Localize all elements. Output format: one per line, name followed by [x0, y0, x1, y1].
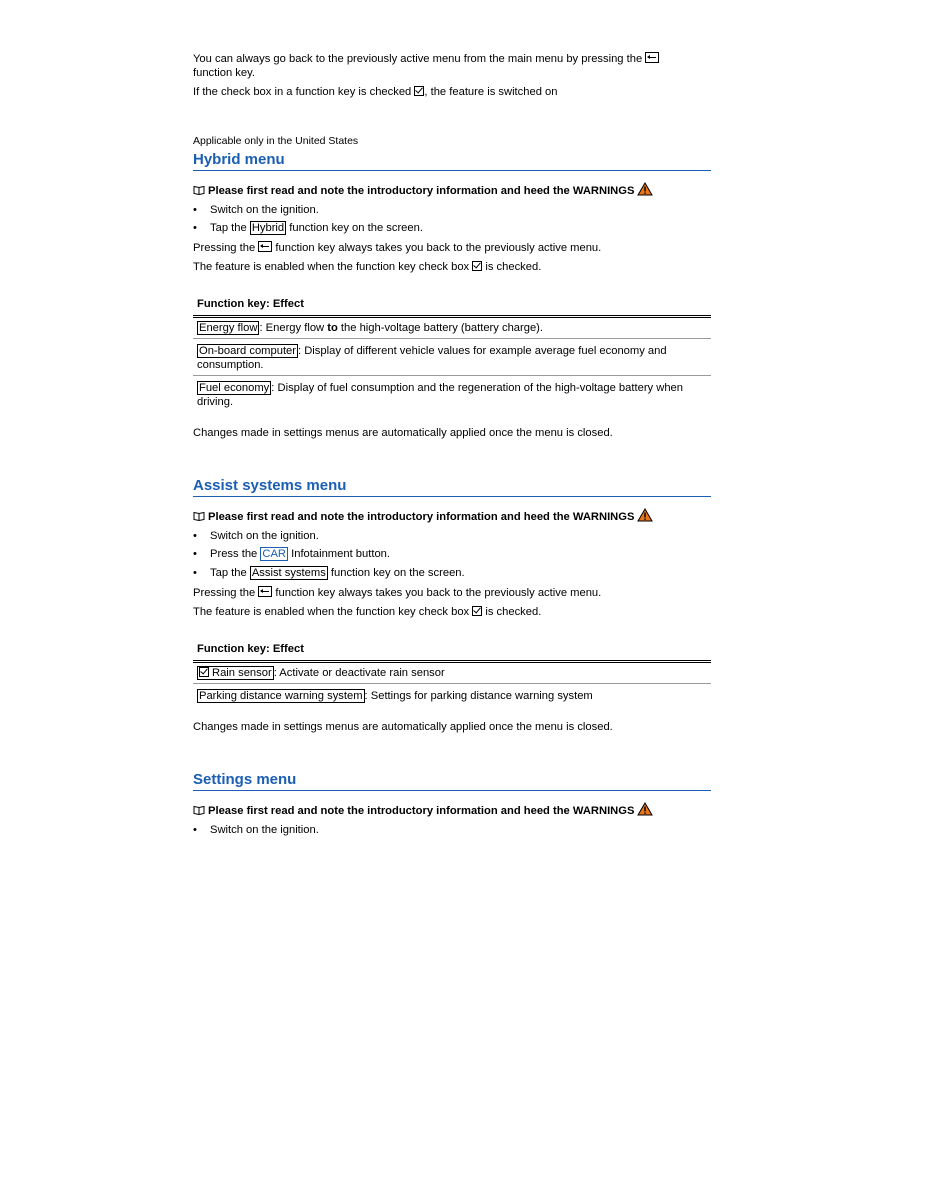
assist-back-cont: function key always takes you back to the previously active menu. [275, 587, 602, 599]
assist-step-3-cont: function key on the screen. [330, 567, 465, 579]
assist-changes-note: Changes made in settings menus are automatically applied once the menu is closed. [193, 721, 613, 733]
onboard-computer-desc: : Display of different vehicle values for example average fuel economy and consumption. [197, 345, 667, 371]
table-row [193, 317, 711, 339]
assist-back-text: Pressing the [193, 587, 256, 599]
rain-sensor-key[interactable] [197, 666, 274, 680]
intro-line-2-text: If the check box in a function key is checked [193, 86, 412, 98]
assist-warning-text: Please first read and note the introductory information and heed the WARNINGS [208, 511, 635, 523]
hybrid-section [193, 151, 711, 440]
assist-function-table [193, 639, 711, 706]
settings-section [193, 771, 711, 837]
onboard-computer-key[interactable]: On-board computer [199, 345, 297, 357]
parking-distance-desc: : Settings for parking distance warning system [364, 690, 593, 702]
rain-sensor-label: Rain sensor [212, 667, 272, 679]
energy-flow-desc: : Energy flow [259, 322, 328, 334]
book-icon [193, 805, 205, 815]
applicable-note: Applicable only in the United States [193, 135, 359, 147]
intro-line-2-cont: , the feature is switched on [424, 86, 558, 98]
hybrid-changes-note: Changes made in settings menus are automatically applied once the menu is closed. [193, 427, 613, 439]
book-icon [193, 511, 205, 521]
warning-triangle-icon [637, 182, 653, 196]
assist-step-1: • Switch on the ignition. [193, 529, 711, 543]
back-arrow-icon [645, 52, 659, 63]
settings-warning-line [193, 802, 711, 818]
hybrid-function-key[interactable]: Hybrid [251, 222, 285, 234]
assist-systems-key[interactable]: Assist systems [251, 567, 326, 579]
hybrid-step-2 [193, 221, 711, 235]
rain-sensor-desc: : Activate or deactivate rain sensor [273, 667, 445, 679]
hybrid-step-2-cont: function key on the screen. [289, 222, 423, 234]
hybrid-title: Hybrid menu [193, 151, 711, 171]
energy-flow-key[interactable]: Energy flow [199, 322, 258, 334]
hybrid-enabled-cont: is checked. [485, 261, 542, 273]
checkbox-checked-icon [472, 606, 482, 616]
table-row [193, 376, 711, 413]
warning-triangle-icon [637, 802, 653, 816]
intro-line-1-text: You can always go back to the previously active menu from the main menu by pressing the [193, 53, 643, 65]
table-row [193, 339, 711, 376]
parking-distance-key[interactable]: Parking distance warning system [199, 690, 363, 702]
intro-line-1 [193, 52, 711, 80]
fuel-economy-desc: : Display of fuel consumption and the regeneration of the high-voltage battery when driving. [197, 382, 683, 408]
hybrid-back-text: Pressing the [193, 242, 256, 254]
settings-title: Settings menu [193, 771, 711, 791]
assist-title: Assist systems menu [193, 477, 711, 497]
settings-step-1: • Switch on the ignition. [193, 823, 711, 837]
assist-enabled-line [193, 605, 711, 619]
settings-warning-text: Please first read and note the introductory information and heed the WARNINGS [208, 805, 635, 817]
assist-enabled-text: The feature is enabled when the function key check box [193, 606, 470, 618]
intro-line-1-cont: function key. [193, 67, 255, 79]
hybrid-table-header: Function key: Effect [193, 294, 711, 317]
assist-warning-line [193, 508, 711, 524]
energy-flow-desc-bold: to [327, 322, 338, 334]
book-icon [193, 185, 205, 195]
assist-table-header: Function key: Effect [193, 639, 711, 662]
assist-step-3-text: Tap the [210, 567, 247, 579]
hybrid-enabled-text: The feature is enabled when the function key check box [193, 261, 470, 273]
assist-enabled-cont: is checked. [485, 606, 542, 618]
hybrid-enabled-line [193, 260, 711, 274]
table-row [193, 662, 711, 684]
checkbox-checked-icon [472, 261, 482, 271]
hybrid-step-1: • Switch on the ignition. [193, 203, 711, 217]
intro-line-2 [193, 85, 711, 99]
hybrid-function-table [193, 294, 711, 412]
hybrid-warning-line [193, 182, 711, 198]
assist-step-2-cont: Infotainment button. [291, 548, 390, 560]
table-row [193, 684, 711, 707]
hybrid-back-line [193, 241, 711, 255]
assist-back-line [193, 586, 711, 600]
back-arrow-icon [258, 586, 272, 597]
assist-step-2-text: Press the [210, 548, 258, 560]
back-arrow-icon [258, 241, 272, 252]
assist-step-3 [193, 566, 711, 580]
assist-step-2 [193, 547, 711, 561]
checkbox-checked-icon [414, 86, 424, 96]
hybrid-back-cont: function key always takes you back to the previously active menu. [275, 242, 602, 254]
checkbox-checked-icon [199, 667, 209, 677]
hybrid-warning-text: Please first read and note the introductory information and heed the WARNINGS [208, 185, 635, 197]
warning-triangle-icon [637, 508, 653, 522]
fuel-economy-key[interactable]: Fuel economy [199, 382, 270, 394]
car-button[interactable]: CAR [262, 548, 286, 560]
intro-section [193, 52, 711, 99]
hybrid-step-2-text: Tap the [210, 222, 247, 234]
assist-section [193, 477, 711, 734]
energy-flow-desc-cont: the high-voltage battery (battery charge). [337, 322, 544, 334]
